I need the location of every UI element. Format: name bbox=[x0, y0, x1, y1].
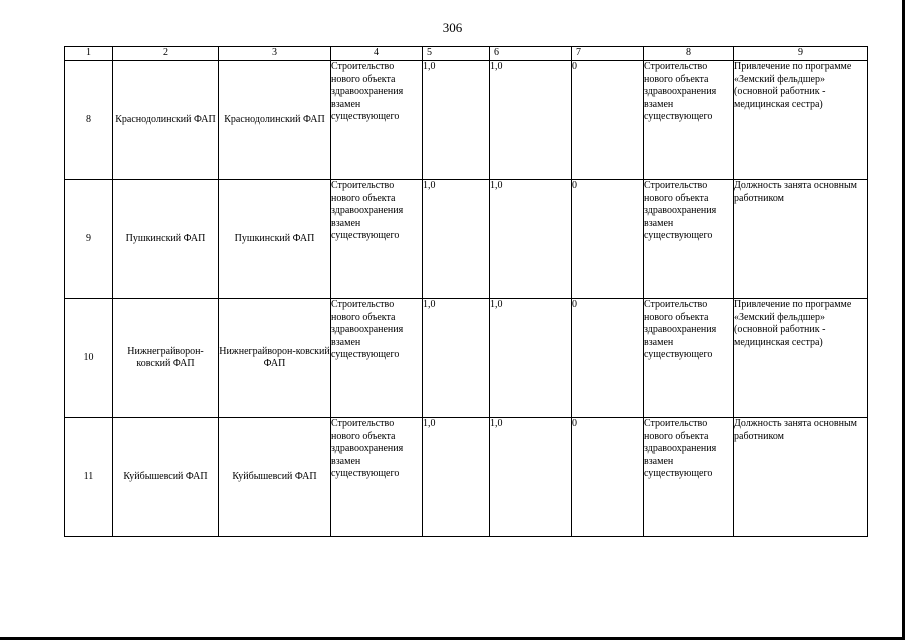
measure-cell: Строительство нового объекта здравоохранения взамен существующего bbox=[331, 61, 423, 180]
value-cell: 1,0 bbox=[423, 61, 490, 180]
row-number: 8 bbox=[65, 61, 113, 180]
facility-name-cell: Нижнеграйворон-ковский ФАП bbox=[113, 299, 219, 418]
row-number: 11 bbox=[65, 418, 113, 537]
column-header-4: 4 bbox=[331, 47, 423, 61]
value-cell: 0 bbox=[572, 418, 644, 537]
value-cell: 1,0 bbox=[423, 180, 490, 299]
value-cell: 1,0 bbox=[423, 299, 490, 418]
facility-name-cell: Пушкинский ФАП bbox=[219, 180, 331, 299]
value-cell: 1,0 bbox=[423, 418, 490, 537]
facility-name-cell: Нижнеграйворон-ковский ФАП bbox=[219, 299, 331, 418]
value-cell: 0 bbox=[572, 299, 644, 418]
table-row bbox=[65, 299, 868, 418]
column-header-6: 6 bbox=[490, 47, 572, 61]
facility-table bbox=[64, 46, 868, 537]
measure-cell: Строительство нового объекта здравоохранения взамен существующего bbox=[331, 299, 423, 418]
page-number: 306 bbox=[442, 20, 463, 35]
table-row bbox=[65, 418, 868, 537]
table-header-row bbox=[65, 47, 868, 61]
table-row bbox=[65, 61, 868, 180]
column-header-3: 3 bbox=[219, 47, 331, 61]
value-cell: 1,0 bbox=[490, 180, 572, 299]
row-number: 10 bbox=[65, 299, 113, 418]
column-header-5: 5 bbox=[423, 47, 490, 61]
measure-cell: Строительство нового объекта здравоохранения взамен существующего bbox=[644, 180, 734, 299]
column-header-8: 8 bbox=[644, 47, 734, 61]
measure-cell: Строительство нового объекта здравоохранения взамен существующего bbox=[644, 299, 734, 418]
value-cell: 0 bbox=[572, 61, 644, 180]
staffing-note-cell: Привлечение по программе «Земский фельдшер» (основной работник - медицинская сестра) bbox=[734, 299, 868, 418]
staffing-note-cell: Должность занята основным работником bbox=[734, 180, 868, 299]
measure-cell: Строительство нового объекта здравоохранения взамен существующего bbox=[331, 180, 423, 299]
facility-name-cell: Краснодолинский ФАП bbox=[113, 61, 219, 180]
facility-name-cell: Куйбышевсий ФАП bbox=[219, 418, 331, 537]
measure-cell: Строительство нового объекта здравоохранения взамен существующего bbox=[331, 418, 423, 537]
staffing-note-cell: Привлечение по программе «Земский фельдшер» (основной работник - медицинская сестра) bbox=[734, 61, 868, 180]
measure-cell: Строительство нового объекта здравоохранения взамен существующего bbox=[644, 61, 734, 180]
value-cell: 0 bbox=[572, 180, 644, 299]
row-number: 9 bbox=[65, 180, 113, 299]
measure-cell: Строительство нового объекта здравоохранения взамен существующего bbox=[644, 418, 734, 537]
value-cell: 1,0 bbox=[490, 418, 572, 537]
column-header-2: 2 bbox=[113, 47, 219, 61]
staffing-note-cell: Должность занята основным работником bbox=[734, 418, 868, 537]
value-cell: 1,0 bbox=[490, 299, 572, 418]
facility-name-cell: Пушкинский ФАП bbox=[113, 180, 219, 299]
column-header-7: 7 bbox=[572, 47, 644, 61]
table-row bbox=[65, 180, 868, 299]
facility-name-cell: Краснодолинский ФАП bbox=[219, 61, 331, 180]
value-cell: 1,0 bbox=[490, 61, 572, 180]
column-header-1: 1 bbox=[65, 47, 113, 61]
column-header-9: 9 bbox=[734, 47, 868, 61]
facility-name-cell: Куйбышевсий ФАП bbox=[113, 418, 219, 537]
